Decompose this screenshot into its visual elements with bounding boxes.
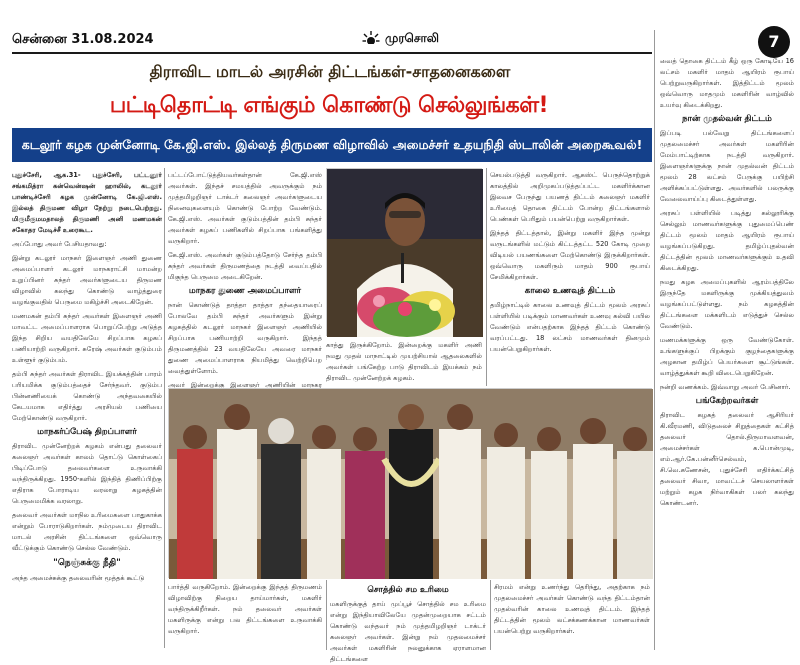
paragraph: அவர் இன்றைக்கு இளைஞர் அணியின் மாநகர (168, 381, 322, 389)
column-divider (164, 168, 165, 648)
subheading: மாநகர்ப்பேஷ் திறப்பாளர் (37, 427, 137, 437)
subheading: பங்கேற்றவர்கள் (695, 396, 759, 406)
article-kicker: திராவிட மாடல் அரசின் திட்டங்கள்-சாதனைகளை (149, 62, 511, 81)
article-banner: கடலூர் கழக முன்னோடி கே.ஜி.எஸ். இல்லத் திருமண விழாவில் அமைச்சர் உதயநிதி ஸ்டாலின் அறைகூவல்! (12, 128, 652, 162)
paragraph: இப்படி பல்வேறு திட்டங்களைப் முதலமைச்சர் அவர்கள் மகளிரின் மேம்பாட்டிற்காக நடத்தி வருகிறார். இளைஞர்களுக்கு நான் முதல்வன் திட்டம் மூலம் 28 லட்சம் பேருக்கு பயிற்சி அளிக்கப்பட்டுள்ளது. அவர்களில் பலருக்கு வேலைவாய்ப்பு கிடைத்துள்ளது. (660, 129, 794, 203)
paragraph: தமிழ்நாட்டில் காலை உணவுத் திட்டம் மூலம் அரசுப் பள்ளியில் படிக்கும் மாணவர்கள் உணவு கல்வி பயில வேண்டும் என்பதற்காக இந்தத் திட்டம் கொண்டு வரப்பட்டது. 18 லட்சம் மாணவர்கள் தினமும் பயன்பெறுகிறார்கள். (490, 301, 650, 353)
paragraph: தம்பி சுந்தர் அவர்கள் திராவிட இயக்கத்தின் பாரம் பரியமிக்க குடும்பத்தைச் சேர்ந்தவர். குடும்ப பின்னணியைக் கொண்டு அந்தவகையில் கேடயமாக எதிர்த்து அரசியல் பணியை மேற்கொண்டு வருகிறார். (12, 370, 162, 422)
column-divider (486, 168, 487, 386)
speaker-photo (326, 168, 482, 336)
paragraph: பட்டப்போட்டுத்தியவர்கள்தான் கே.ஜி.எஸ் அவர்கள். இந்தச் சமயத்தில் அவருக்கும் நம் முத்தமிழறிஞர் டாக்டர் கலைஞர் அவர்களுடைய நினைவுகளையும் கொண்டு போற்ற வேண்டும். கே.ஜி.எஸ். அவர்கள் குடும்பத்தின் தம்பி சுந்தர் அவர்கள் கழகப் பணிகளில் சிறப்பாக பங்களித்து வருகிறார். (168, 171, 322, 245)
paragraph: அப்போது அவர் பேசியதாவது: (12, 240, 107, 248)
paper-name: முரசொலி (385, 31, 439, 45)
article-column-3 (490, 170, 650, 388)
paragraph: இந்தத் திட்டத்தால், இன்று மகளிர் இந்த முன்று வருடங்களில் மட்டும் கிட்டத்தட்ட 520 கோடி முறை விடியல் பயணங்களை மேற்கொண்டு இருக்கிறார்கள். ஒவ்வொரு மகளிரும் மாதம் 900 ரூபாய் சேமிக்கிறார்கள். (490, 229, 650, 281)
article-column-3-bottom (330, 582, 486, 663)
paragraph: செயல்படுத்தி வருகிறார். ஆகஸ்ட் பெருந்தொற்றுக் காலத்தில் அறிமுகப்படுத்தப்பட்ட மகளிர்க்கான இலவச பேருந்து பயணத் திட்டம் கலைஞர் மகளிர் உரிமைத் தொகை திட்டம் போன்ற திட்டங்களால் பெண்கள் பெரிதும் பயன்பெற்று வருகிறார்கள். (490, 171, 650, 223)
paragraph: திராவிட முன்னேற்றக் கழகம் என்பது தலைவர் கலைஞர் அவர்கள் காலம் தொட்டு கொள்கைப் பிடிப்போடு தலைவர்களை உருவாக்கி வந்திருக்கிறது. 1950-களில் இந்தித் திணிப்பிற்கு எதிராக போராடிய வரலாறு கழகத்தின் பெருமைமிக்க வரலாறு. (12, 442, 162, 505)
article-column-2-bottom (168, 582, 322, 650)
crowd-figures (177, 404, 653, 579)
masthead (362, 30, 439, 48)
page-number-badge: 7 (758, 26, 790, 58)
paragraph: சிரமம் என்று உணர்ந்து தெரிந்து, அதற்காக நம் முதலமைச்சர் அவர்கள் கொண்டு வந்த திட்டம்தான் முதல்வரின் காலை உணவுத் திட்டம். இந்தத் திட்டத்தின் மூலம் லட்சக்கணக்கான மாணவர்கள் பயன்பெற்று வருகிறார்கள். (494, 583, 650, 635)
paragraph: அரசுப் பள்ளியில் படித்து கல்லூரிக்கு செல்லும் மாணவர்களுக்கு புதுமைப்பெண் திட்டம் மூலம் மாதம் ஆயிரம் ரூபாய் வழங்கப்படுகிறது. தமிழ்ப்புதல்வன் திட்டத்தின் மூலம் மாணவர்களுக்கும் உதவி கிடைக்கிறது. (660, 209, 794, 272)
column-divider (490, 580, 491, 650)
article-column-3b-bottom (494, 582, 650, 650)
paragraph: அந்த அமைச்சுக்கு தலைவரின் மூத்தக் கூட்டு (12, 574, 145, 582)
paragraph: மணமக்களுக்கு ஒரு வேண்டுகோள். உங்களுக்குப் பிறக்கும் குழந்தைகளுக்கு அழகான தமிழ்ப் பெயர்களை சூட்டுங்கள். வாழ்த்துக்கள் கூறி விடைபெறுகிறேன். (660, 336, 794, 377)
speaker-photo-image (327, 169, 483, 337)
paragraph: நன்றி வணக்கம். இவ்வாறு அவர் பேசினார். (660, 383, 791, 391)
article-column-4 (660, 56, 794, 650)
subheading: சொத்தில் சம உரிமை (367, 585, 449, 595)
paragraph: திராவிட கழகத் தலைவர் ஆசிரியர் கி.வீரமணி, விடுதலைச் சிறுத்தைகள் கட்சித் தலைவர் தொல்.திருமாவளவன், அமைச்சர்கள் க.பொன்முடி, எம்.ஆர்.கே.பன்னீர்செல்வம், சி.வெ.கணேசன், புதுச்சேரி எதிர்க்கட்சித் தலைவர் சிவா, மாவட்டச் செயலாளர்கள் மற்றும் கழக நிர்வாகிகள் பலர் கலந்து கொண்டனர். (660, 411, 794, 507)
column-divider (654, 30, 655, 650)
paragraph: வைத் தொகை திட்டம் கீழ் ஒரு கோடியே 16 லட்சம் மகளிர் மாதம் ஆயிரம் ரூபாய் பெற்றுவருகிறார்கள். இத்திட்டம் மூலம் ஒவ்வொரு மாதமும் மகளிரின் வாழ்வில் உயர்வு கிடைக்கிறது. (660, 57, 794, 109)
paragraph: மணமகன் தம்பி சுந்தர் அவர்கள் இளைஞர் அணி மாவட்ட அமைப்பாளராக பொறுப்பேற்று அடுத்த இந்த சிறிய வயதிலேயே சிறப்பாக கழகப் பணியாற்றி வருகிறார். சுரேஷ் அவர்கள் குடும்பம் உள்ளூர் குடும்பம். (12, 312, 162, 364)
paragraph: தலைவர் அவர்கள் மாநில உரிமைகளை பாதுகாக்க என்றும் போராடுகிறார்கள். நம்முடைய திராவிட மாடல் அரசின் திட்டங்களை ஒவ்வொரு வீட்டுக்கும் கொண்டு செல்ல வேண்டும். (12, 511, 162, 552)
paragraph: இன்று கடலூர் மாநகர் இளைஞர் அணி துணை அமைப்பாளர் கடலூர் மாநகராட்சி மாமன்ற உறுப்பினர் சுந்தர் அவர்களுடைய திருமண விழாவில் கலந்து கொண்டு வாழ்த்துரை வழங்குவதில் பெருமை மகிழ்ச்சி அடைகிறேன். (12, 254, 162, 306)
subheading: நான் முதல்வன் திட்டம் (682, 114, 772, 124)
wedding-group-photo-image (169, 389, 653, 579)
paragraph: பார்த்தி வருகிறோம். இன்றைக்கு இந்தத் திருமணம் விழாவிற்கு நிறைய தாய்மார்கள், மகளிர் வந்திருக்கிறீர்கள். நம் தலைவர் அவர்கள் மகளிருக்கு என்று பல திட்டங்களை உருவாக்கி வருகிறார். (168, 583, 322, 635)
quote-subheading: "நெஞ்சுக்கு நீதி" (53, 558, 121, 568)
wedding-group-photo (168, 388, 652, 578)
edition-date: சென்னை 31.08.2024 (12, 32, 154, 47)
paragraph: கே.ஜி.எஸ். அவர்கள் குடும்பத்தோடு சேர்ந்த தம்பி சுந்தர் அவர்கள் திருமணத்தை நடத்தி வைப்பதில் மிகுந்த பெருமை அடைகிறேன். (168, 251, 322, 281)
article-lead-paragraph: புதுச்சேரி, ஆக.31- புதுச்சேரி, பட்டனூர் சங்கமித்ரா கன்வென்ஷன் ஹாலில், கடலூர் பாண்டிச்சேரி கழக முன்னோடி கே.ஜி.எஸ். இல்லத் திருமண விழா நேற்று நடைபெற்றது. மிருமீகுமமதாலத் திருமணி அனி மணமகன் சகோதர மேடிச்சீ உரைகூட. (12, 171, 162, 234)
column-divider (326, 580, 327, 650)
paragraph: மகளிருக்குத் தாய் முப்பூச் சொத்தில் சம உரிமை என்று இந்தியாவிலேயே முதன்முறையாக சட்டம் கொண்டு வந்தவர் நம் முத்தமிழறிஞர் டாக்டர் கலைஞர் அவர்கள். இன்று நம் முதலமைச்சர் அவர்கள் மகளிரின் நலனுக்காக ஏராளமான திட்டங்களை (330, 600, 486, 663)
article-column-1 (12, 170, 162, 650)
subheading: மாநகர துணை அமைப்பாளர் (188, 286, 302, 296)
paragraph: நமது கழக அமைப்புகளில் ஆரம்பத்திலே இருந்தே மகளிருக்கு முக்கியத்துவம் வழங்கப்பட்டுள்ளது. நம் கழகத்தின் திட்டங்களை மக்களிடம் எடுத்துச் செல்ல வேண்டும். (660, 278, 794, 330)
paragraph: நான் கொண்டுத் தாத்தா தாத்தா தந்தையாரைப் போலவே தம்பி சுந்தர் அவர்களும் இன்று கழகத்தில் கடலூர் மாநகர் இளைஞர் அணியில் சிறப்பாக பணியாற்றி வருகிறார். இந்தத் திருமணத்தில் 23 வயதிலேயே அவரை மாநகர் துணை அமைப்பாளராக நியமித்து வெற்றிபெற வைத்துள்ளோம். (168, 301, 322, 375)
subheading: காலை உணவுத் திட்டம் (524, 286, 616, 296)
photo-caption: காத்து இருக்கிறோம். இன்றைக்கு மகளிர் அணி நமது முதல் மாநாட்டில் முயற்சியால் ஆதலைகளில் அவர்கள் பங்கேற்ற பாடு திராவிடம் இயக்கம் நம் திராவிட முன்னேற்றக் கழகம். (326, 341, 482, 382)
article-headline: பட்டிதொட்டி எங்கும் கொண்டு செல்லுங்கள்! (109, 93, 549, 118)
header-rule (12, 52, 652, 54)
page-header (0, 0, 800, 52)
rising-sun-logo-icon (362, 30, 380, 48)
article-column-2 (168, 170, 322, 388)
